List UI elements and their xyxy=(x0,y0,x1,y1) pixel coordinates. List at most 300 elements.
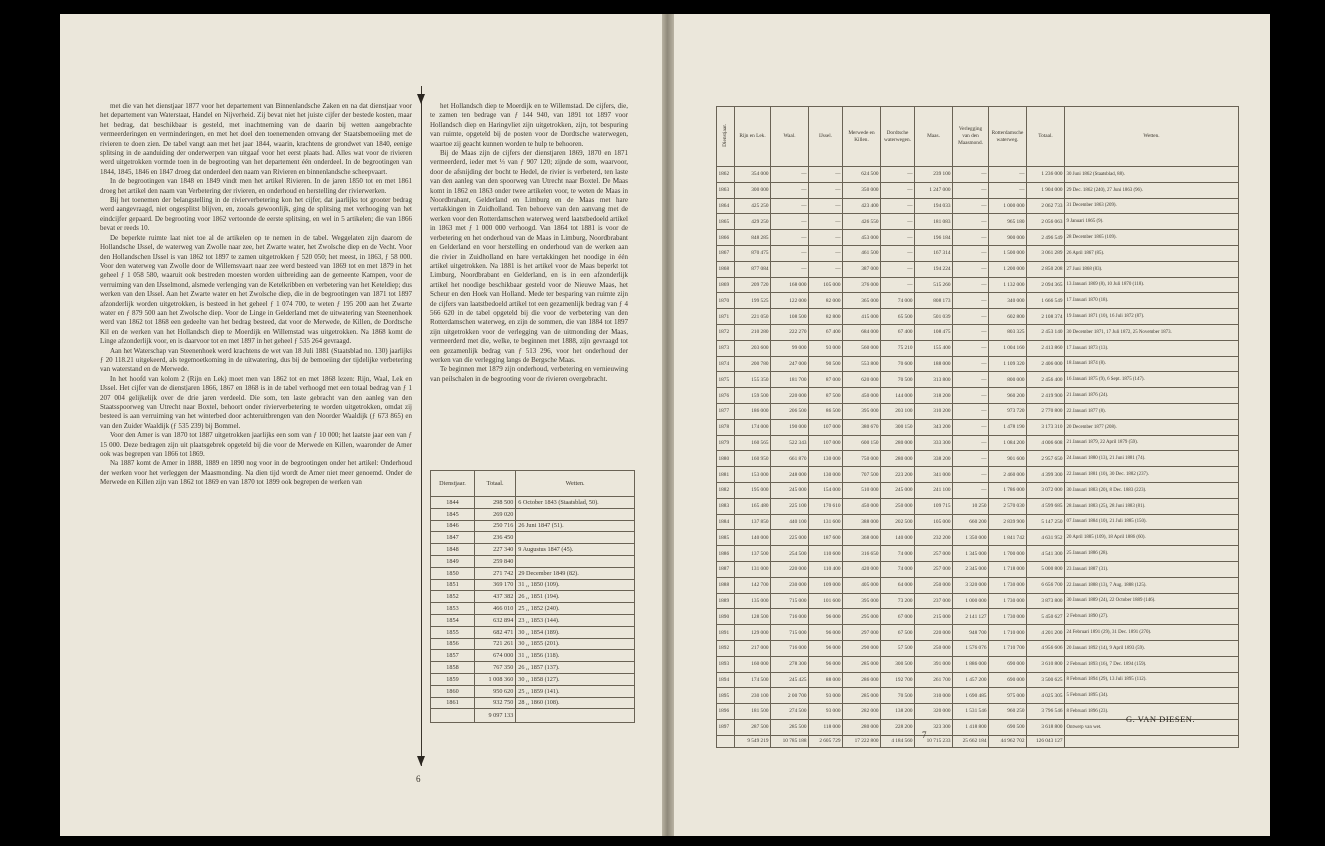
table-cell: 257 000 xyxy=(915,561,953,577)
table-cell: 1 350 000 xyxy=(953,530,989,546)
table-cell: 1860 xyxy=(431,685,475,697)
table-cell: 26 ,, 1857 (137). xyxy=(516,662,635,674)
table-cell: 87 500 xyxy=(809,388,843,404)
table-cell: 461 500 xyxy=(843,245,881,261)
table-cell: 236 450 xyxy=(474,532,515,544)
table-cell: 30 Juni 1862 (Staatsblad, 88). xyxy=(1065,167,1239,183)
table-cell: 1879 xyxy=(717,435,735,451)
table-cell: 1887 xyxy=(717,561,735,577)
table-cell: 67 400 xyxy=(881,324,915,340)
table-cell: 222 270 xyxy=(771,324,809,340)
table-cell: 2 957 650 xyxy=(1027,451,1065,467)
table-cell: 269 020 xyxy=(474,508,515,520)
table-cell: 4 631 952 xyxy=(1027,530,1065,546)
table-cell: — xyxy=(771,182,809,198)
table-cell: 5 450 627 xyxy=(1027,609,1065,625)
table-cell: 187 600 xyxy=(809,530,843,546)
table-total-row xyxy=(717,735,1239,747)
table-cell: 715 000 xyxy=(771,625,809,641)
table-cell: — xyxy=(953,435,989,451)
table-cell: 1853 xyxy=(431,603,475,615)
table-cell: 660 200 xyxy=(953,514,989,530)
table-cell: 280 000 xyxy=(881,451,915,467)
table-cell: 965 180 xyxy=(989,214,1027,230)
right-page xyxy=(674,14,1270,836)
table-cell: 105 000 xyxy=(915,514,953,530)
table-cell: 20 Januari 1892 (14), 9 April 1893 (59). xyxy=(1065,640,1239,656)
table-cell: 239 100 xyxy=(915,167,953,183)
table-total-cell: 9 549 219 xyxy=(735,735,771,747)
table-cell: 2 456 400 xyxy=(1027,372,1065,388)
table-cell: 1892 xyxy=(717,640,735,656)
table-cell: 96 000 xyxy=(809,656,843,672)
table-cell: 1873 xyxy=(717,340,735,356)
table-cell: 154 000 xyxy=(809,482,843,498)
table-row xyxy=(717,324,1239,340)
table-cell: 70 600 xyxy=(881,356,915,372)
table-cell: 108 475 xyxy=(915,324,953,340)
table-cell: 1 008 360 xyxy=(474,673,515,685)
table-cell: 8 Februari 1896 (23). xyxy=(1065,704,1239,720)
table-cell: — xyxy=(771,230,809,246)
table-cell: 160 000 xyxy=(735,656,771,672)
table-cell: 1870 xyxy=(717,293,735,309)
table-cell: 2 406 000 xyxy=(1027,356,1065,372)
table-row xyxy=(717,593,1239,609)
table-cell: 450 000 xyxy=(843,498,881,514)
left-text-column xyxy=(100,102,412,762)
table-cell: 387 000 xyxy=(843,261,881,277)
table-cell: 138 200 xyxy=(881,704,915,720)
table-cell: — xyxy=(989,182,1027,198)
table-row xyxy=(717,214,1239,230)
table-cell: 30 December 1871, 17 Juli 1872, 25 November 1873. xyxy=(1065,324,1239,340)
table-cell: 20 April 1885 (109), 18 April 1886 (60). xyxy=(1065,530,1239,546)
table-cell: 323 300 xyxy=(915,719,953,735)
table-cell: 2 770 800 xyxy=(1027,403,1065,419)
table-cell: 250 000 xyxy=(881,498,915,514)
table-cell: — xyxy=(953,293,989,309)
table-cell: 1885 xyxy=(717,530,735,546)
table-cell: — xyxy=(953,245,989,261)
table-cell: — xyxy=(809,230,843,246)
table-cell: 437 382 xyxy=(474,591,515,603)
table-cell: 2 570 030 xyxy=(989,498,1027,514)
table-cell: 19 Januari 1871 (10), 16 Juli 1872 (87). xyxy=(1065,309,1239,325)
table-cell: 88 000 xyxy=(809,672,843,688)
table-cell: 25 ,, 1859 (141). xyxy=(516,685,635,697)
table-cell: 1850 xyxy=(431,567,475,579)
table-cell: 318 200 xyxy=(915,388,953,404)
table-row xyxy=(717,688,1239,704)
table-cell: 343 200 xyxy=(915,419,953,435)
table-cell: 1 841 742 xyxy=(989,530,1027,546)
table-cell: 684 000 xyxy=(843,324,881,340)
table-cell: 170 610 xyxy=(809,498,843,514)
table-cell: 1 000 000 xyxy=(953,593,989,609)
table-cell: 1889 xyxy=(717,593,735,609)
table-row xyxy=(431,544,635,556)
table-cell: 228 200 xyxy=(881,719,915,735)
table-cell: 674 000 xyxy=(474,650,515,662)
table-cell: 1 904 000 xyxy=(1027,182,1065,198)
table-cell: 2 419 900 xyxy=(1027,388,1065,404)
table-cell: 174 000 xyxy=(735,419,771,435)
table-cell: 1 690 485 xyxy=(953,688,989,704)
arrow-marker-icon xyxy=(417,756,426,768)
table-cell: 96 000 xyxy=(809,625,843,641)
table-cell: 18 Januari 1874 (8). xyxy=(1065,356,1239,372)
table-header-row xyxy=(717,107,1239,167)
table-cell: 230 100 xyxy=(735,688,771,704)
table-cell: 250 716 xyxy=(474,520,515,532)
table-cell: 297 000 xyxy=(843,625,881,641)
table-cell: 1 457 200 xyxy=(953,672,989,688)
table-row xyxy=(431,662,635,674)
table-row xyxy=(431,508,635,520)
text-paragraph: De beperkte ruimte laat niet toe al de artikelen op te nemen in de tabel. Weggelaten zijn daarom de Hollandsche IJssel, de waterweg van Zwolle naar zee, het Zwarte water, het Zwolsche diep en de Vecht. Voor den Hollandschen IJssel is van 1862 tot 1897 te zamen uitgetrokken ƒ 520 050; het meest, in 1863, ƒ 58 000. Voor den waterweg van Zwolle door de Willemsvaart naar zee werd besteed van 1869 tot en met 1879 in het geheel ƒ 1 058 580, waaruit ook bestreden moesten worden uitbreiding aan de gemeente Kampen, voor de verruiming van den IJsselmond, alsmede verlenging van de Ketelkribben en verbetering van het Keteldiep; dus werken van den IJssel. Aan het Zwarte water en het Zwolsche diep, die in de begrootingen van 1871 tot 1897 afzonderlijk worden uitgetrokken, is besteed in het geheel ƒ 1 074 700, te weten ƒ 195 200 aan het Zwarte water en ƒ 879 500 aan het Zwolsche diep. Voor de Linge in Gelderland met de uitwatering van Steenenhoek werd van 1862 tot 1868 een gedeelte van het bedrag besteed, dat voor de Merwede, de Killen, de Dordtsche Kil en de werken van het Hollandsch diep te Moerdijk en Willemstad was uitgetrokken. Na 1868 komt de Linge afzonderlijk voor, en is daarvoor tot en met 1897 in het geheel ƒ 535 264 gevraagd. xyxy=(100,233,412,346)
table-cell: 29 December 1849 (82). xyxy=(516,567,635,579)
table-cell: 67 000 xyxy=(881,609,915,625)
table-cell: 74 000 xyxy=(881,293,915,309)
table-cell: 225 100 xyxy=(771,498,809,514)
table-cell: 13 Januari 1869 (8), 10 Juli 1870 (118). xyxy=(1065,277,1239,293)
table-cell: 295 000 xyxy=(843,609,881,625)
table-cell: 274 500 xyxy=(771,704,809,720)
table-cell: 31 ,, 1856 (118). xyxy=(516,650,635,662)
table-cell: 221 050 xyxy=(735,309,771,325)
table-cell: 1 084 200 xyxy=(989,435,1027,451)
table-cell: 1876 xyxy=(717,388,735,404)
table-cell: 405 000 xyxy=(843,577,881,593)
column-header-label: Dienstjaar. xyxy=(722,123,728,147)
table-cell: 1 730 000 xyxy=(989,577,1027,593)
table-cell: 333 300 xyxy=(915,435,953,451)
table-cell: 245 000 xyxy=(881,482,915,498)
column-header: Rijn en Lek. xyxy=(735,107,771,167)
table-row xyxy=(431,591,635,603)
table-cell: 632 894 xyxy=(474,614,515,626)
text-paragraph: het Hollandsch diep te Moerdijk en te Willemstad. De cijfers, die, te zamen ten bedrage van ƒ 144 940, van 1891 tot 1897 voor Hollandsch diep en Haringvliet zijn uitgetrokken, zijn, tot bespuring van ruimte, opgeteld bij de posten voor de Dordtsche waterwegen, waartoe zij geacht kunnen worden te hulp te behooren. xyxy=(430,102,628,148)
table-cell: — xyxy=(953,167,989,183)
table-cell: 65 500 xyxy=(881,309,915,325)
table-cell: 217 000 xyxy=(735,640,771,656)
table-cell: 5 000 800 xyxy=(1027,561,1065,577)
table-cell: 188 000 xyxy=(915,356,953,372)
table-cell: 1859 xyxy=(431,673,475,685)
table-cell: 87 000 xyxy=(809,372,843,388)
table-cell: 1847 xyxy=(431,532,475,544)
table-cell: 105 000 xyxy=(809,277,843,293)
table-cell: 107 000 xyxy=(809,419,843,435)
table-cell: 380 670 xyxy=(843,419,881,435)
table-row xyxy=(717,561,1239,577)
table-cell: 2 Februari 1893 (16), 7 Dec. 1894 (159). xyxy=(1065,656,1239,672)
table-cell: 17 Januari 1870 (18). xyxy=(1065,293,1239,309)
table-cell: 67 500 xyxy=(881,625,915,641)
table-cell: — xyxy=(953,403,989,419)
table-cell: 4 956 606 xyxy=(1027,640,1065,656)
author-signature: G. VAN DIESEN. xyxy=(1126,714,1196,724)
table-total-cell: 17 222 800 xyxy=(843,735,881,747)
table-cell: 220 000 xyxy=(915,625,953,641)
table-cell: 210 280 xyxy=(735,324,771,340)
table-cell: 1 730 000 xyxy=(989,609,1027,625)
table-cell: 1 700 000 xyxy=(989,546,1027,562)
table-cell: — xyxy=(771,245,809,261)
table-cell: 30 ,, 1855 (201). xyxy=(516,638,635,650)
table-cell: 128 500 xyxy=(735,609,771,625)
table-cell: 254 500 xyxy=(771,546,809,562)
table-row xyxy=(717,309,1239,325)
table-cell: 624 500 xyxy=(843,167,881,183)
table-cell: 3 072 000 xyxy=(1027,482,1065,498)
table-cell: 287 500 xyxy=(735,719,771,735)
table-cell: 1869 xyxy=(717,277,735,293)
table-cell: 423 400 xyxy=(843,198,881,214)
table-cell: — xyxy=(953,182,989,198)
table-cell: 245 000 xyxy=(771,482,809,498)
table-cell: 2 850 208 xyxy=(1027,261,1065,277)
table-cell: 1893 xyxy=(717,656,735,672)
table-cell: 30 Januari 1889 (24), 22 October 1889 (146). xyxy=(1065,593,1239,609)
table-cell: 21 Januari 1879, 22 April 1879 (59). xyxy=(1065,435,1239,451)
table-cell: 230 000 xyxy=(771,577,809,593)
table-cell: 1 730 000 xyxy=(989,593,1027,609)
table-cell: 278 300 xyxy=(771,656,809,672)
table-cell: 1858 xyxy=(431,662,475,674)
column-header: Maas. xyxy=(915,107,953,167)
text-paragraph: In het hoofd van kolom 2 (Rijn en Lek) moet men van 1862 tot en met 1868 lezen: Rijn, Waal, Lek en IJssel. Het cijfer van de dienstjaren 1866, 1867 en 1868 is in de tabel verhoogd met een totaal bedrag van ƒ 1 207 004 gelijkelijk over de drie jaren verdeeld. Die som, ten laste gebracht van den aanleg van den Staatsspoorweg van Utrecht naar Boxtel, behoort onder rivierverbetering te worden uitgetrokken, omdat zij besteed is aan verruiming van het winterbed door achteruitbrengen van den Noorder Waaldijk (ƒ 673 865) en van den Zuider Waaldijk (ƒ 535 239) bij Bommel. xyxy=(100,374,412,430)
table-cell: 767 350 xyxy=(474,662,515,674)
table-cell: 1878 xyxy=(717,419,735,435)
table-cell: 109 000 xyxy=(809,577,843,593)
table-cell: 1875 xyxy=(717,372,735,388)
page-number: 7 xyxy=(922,730,927,740)
table-cell: 137 850 xyxy=(735,514,771,530)
table-cell: 870 475 xyxy=(735,245,771,261)
table-cell: 848 285 xyxy=(735,230,771,246)
table-cell: 721 261 xyxy=(474,638,515,650)
table-total-row xyxy=(431,709,635,723)
table-cell: 510 000 xyxy=(843,482,881,498)
table-cell: 181 700 xyxy=(771,372,809,388)
table-row xyxy=(717,435,1239,451)
table-cell: Ontwerp van wet. xyxy=(1065,719,1239,735)
table-row xyxy=(431,650,635,662)
table-cell: 522 343 xyxy=(771,435,809,451)
table-cell: 155 350 xyxy=(735,372,771,388)
table-cell: 1 132 000 xyxy=(989,277,1027,293)
table-cell: 280 000 xyxy=(843,719,881,735)
table-cell: 1872 xyxy=(717,324,735,340)
table-cell: — xyxy=(809,198,843,214)
column-header: IJssel. xyxy=(809,107,843,167)
table-row xyxy=(431,638,635,650)
text-paragraph: met die van het dienstjaar 1877 voor het departement van Binnenlandsche Zaken en na dat dienstjaar voor het departement van Waterstaat, Handel en Nijverheid. Zij bevat niet het juiste cijfer der bestede kosten, maar het bedrag, dat beschikbaar is gesteld, met inachtneming van de daarin bij wetten aangebrachte vermeerderingen en verminderingen, en met het doel den toenemenden omvang der Staatsbemoeiing met de rivieren te doen zien. De tabel vangt aan met het jaar 1844, waarin, krachtens de grondwet van 1840, eenige splitsing in de aanduiding der onderwerpen van uitgaaf voor het eerst plaats had. Alles wat voor de rivieren werd uitgetrokken vormde toen in de begrooting van het departement één onderdeel. In de begrootingen van 1844, 1845, 1846 en 1847 droeg dat onderdeel den naam van Rivieren en binnenlandsche scheepvaart. xyxy=(100,102,412,176)
table-cell: 282 000 xyxy=(843,704,881,720)
table-cell: 1888 xyxy=(717,577,735,593)
table-row xyxy=(431,626,635,638)
table-cell: 137 500 xyxy=(735,546,771,562)
table-cell: 340 000 xyxy=(989,293,1027,309)
table-cell: 560 000 xyxy=(843,340,881,356)
table-row xyxy=(431,555,635,567)
table-cell: 24 Februari 1891 (29), 31 Dec. 1891 (270). xyxy=(1065,625,1239,641)
table-cell: 186 000 xyxy=(735,403,771,419)
table-cell: — xyxy=(953,482,989,498)
table-cell: 223 200 xyxy=(881,467,915,483)
table-cell: 70 500 xyxy=(881,688,915,704)
column-divider xyxy=(421,86,422,766)
table-cell: — xyxy=(953,198,989,214)
table-cell: 316 650 xyxy=(843,546,881,562)
table-header-row xyxy=(431,471,635,497)
table-cell: 74 000 xyxy=(881,546,915,562)
table-cell: 3 610 800 xyxy=(1027,656,1065,672)
table-cell: 948 700 xyxy=(953,625,989,641)
table-cell: 200 780 xyxy=(735,356,771,372)
table-cell: 1 247 000 xyxy=(915,182,953,198)
table-cell: 206 500 xyxy=(771,403,809,419)
table-cell: 1849 xyxy=(431,555,475,567)
table-cell: 245 425 xyxy=(771,672,809,688)
table-row xyxy=(717,656,1239,672)
budget-table-1844-1861 xyxy=(430,470,635,723)
table-total-cell: 44 962 702 xyxy=(989,735,1027,747)
table-cell: 257 000 xyxy=(915,546,953,562)
column-header xyxy=(717,107,735,167)
table-cell: 167 314 xyxy=(915,245,953,261)
table-cell: 975 000 xyxy=(989,688,1027,704)
table-cell: 194 033 xyxy=(915,198,953,214)
table-cell: 28 ,, 1860 (108). xyxy=(516,697,635,709)
table-cell: 1883 xyxy=(717,498,735,514)
table-cell: 4 025 305 xyxy=(1027,688,1065,704)
table-total-cell xyxy=(717,735,735,747)
table-cell: 82 800 xyxy=(809,309,843,325)
table-cell: 1 718 000 xyxy=(989,561,1027,577)
table-cell: 07 Januari 1884 (10), 21 Juli 1885 (150). xyxy=(1065,514,1239,530)
table-cell: 28 December 1865 (109). xyxy=(1065,230,1239,246)
table-cell: 501 039 xyxy=(915,309,953,325)
table-cell: 1 478 190 xyxy=(989,419,1027,435)
column-header: Verlegging van den Maasmond. xyxy=(953,107,989,167)
table-cell: — xyxy=(881,277,915,293)
table-cell: — xyxy=(771,198,809,214)
table-cell: 1 500 000 xyxy=(989,245,1027,261)
column-header: Rotterdamsche waterweg. xyxy=(989,107,1027,167)
table-cell: 716 000 xyxy=(771,640,809,656)
table-row xyxy=(717,293,1239,309)
table-cell: 261 700 xyxy=(915,672,953,688)
table-cell: 181 083 xyxy=(915,214,953,230)
table-cell: 3 873 800 xyxy=(1027,593,1065,609)
table-cell: 74 000 xyxy=(881,561,915,577)
table-cell: 4 599 685 xyxy=(1027,498,1065,514)
table-cell: 338 200 xyxy=(915,451,953,467)
table-cell: 16 Januari 1875 (9), 6 Sept. 1875 (147). xyxy=(1065,372,1239,388)
table-cell: 1864 xyxy=(717,198,735,214)
table-cell: 1852 xyxy=(431,591,475,603)
table-cell: 247 000 xyxy=(771,356,809,372)
table-cell: 715 000 xyxy=(771,593,809,609)
table-row xyxy=(431,614,635,626)
table-cell: — xyxy=(953,356,989,372)
table-cell: 1877 xyxy=(717,403,735,419)
table-cell: 1 345 000 xyxy=(953,546,989,562)
table-cell: 388 000 xyxy=(843,514,881,530)
table-cell: — xyxy=(809,167,843,183)
table-cell: 707 500 xyxy=(843,467,881,483)
table-cell: 1865 xyxy=(717,214,735,230)
table-cell: 2 094 365 xyxy=(1027,277,1065,293)
table-total-cell: 10 715 233 xyxy=(915,735,953,747)
table-cell: 22 Januari 1877 (8). xyxy=(1065,403,1239,419)
table-row xyxy=(717,167,1239,183)
table-cell xyxy=(516,532,635,544)
table-cell: 110 600 xyxy=(809,546,843,562)
table-cell: 429 250 xyxy=(735,214,771,230)
table-cell: — xyxy=(953,388,989,404)
table-cell: 1894 xyxy=(717,672,735,688)
table-cell: — xyxy=(771,261,809,277)
table-cell: — xyxy=(953,214,989,230)
table-cell: 248 000 xyxy=(771,467,809,483)
table-cell: 26 Juni 1847 (51). xyxy=(516,520,635,532)
table-cell: 800 000 xyxy=(989,372,1027,388)
column-header: Waal. xyxy=(771,107,809,167)
table-row xyxy=(717,625,1239,641)
table-row xyxy=(717,609,1239,625)
table-cell: — xyxy=(809,261,843,277)
table-row xyxy=(717,546,1239,562)
table-cell: 1 710 700 xyxy=(989,640,1027,656)
text-paragraph: In de begrootingen van 1848 en 1849 vindt men het artikel Rivieren. In de jaren 1850 tot en met 1861 droeg het artikel den naam van Verbetering der rivieren, en onderhoud en herstelling der rivierwerken. xyxy=(100,177,412,195)
table-cell: 10 250 xyxy=(953,498,989,514)
table-cell: 22 Januari 1888 (13), 7 Aug. 1888 (125). xyxy=(1065,577,1239,593)
table-cell: 30 Januari 1883 (20), 8 Dec. 1883 (223). xyxy=(1065,482,1239,498)
table-cell: — xyxy=(953,467,989,483)
table-cell: 3 320 000 xyxy=(953,577,989,593)
table-row xyxy=(717,372,1239,388)
table-cell xyxy=(516,709,635,723)
table-row xyxy=(717,419,1239,435)
table-cell: — xyxy=(771,214,809,230)
table-cell: 803 325 xyxy=(989,324,1027,340)
table-cell: 682 471 xyxy=(474,626,515,638)
table-cell: 420 000 xyxy=(843,561,881,577)
table-cell: 190 000 xyxy=(771,419,809,435)
page-number: 6 xyxy=(416,774,421,784)
table-row xyxy=(717,451,1239,467)
table-cell: 93 000 xyxy=(809,704,843,720)
table-cell: 1874 xyxy=(717,356,735,372)
table-cell: 70 500 xyxy=(881,372,915,388)
budget-table-1862-1897 xyxy=(716,106,1239,748)
table-cell: 369 170 xyxy=(474,579,515,591)
table-cell: — xyxy=(809,214,843,230)
table-cell: 196 184 xyxy=(915,230,953,246)
table-cell: — xyxy=(881,261,915,277)
table-cell: 110 400 xyxy=(809,561,843,577)
table-cell: 395 000 xyxy=(843,593,881,609)
table-cell: 3 500 625 xyxy=(1027,672,1065,688)
table-cell: 4 006 608 xyxy=(1027,435,1065,451)
table-cell: — xyxy=(953,230,989,246)
table-row xyxy=(431,685,635,697)
column-header: Totaal. xyxy=(1027,107,1065,167)
